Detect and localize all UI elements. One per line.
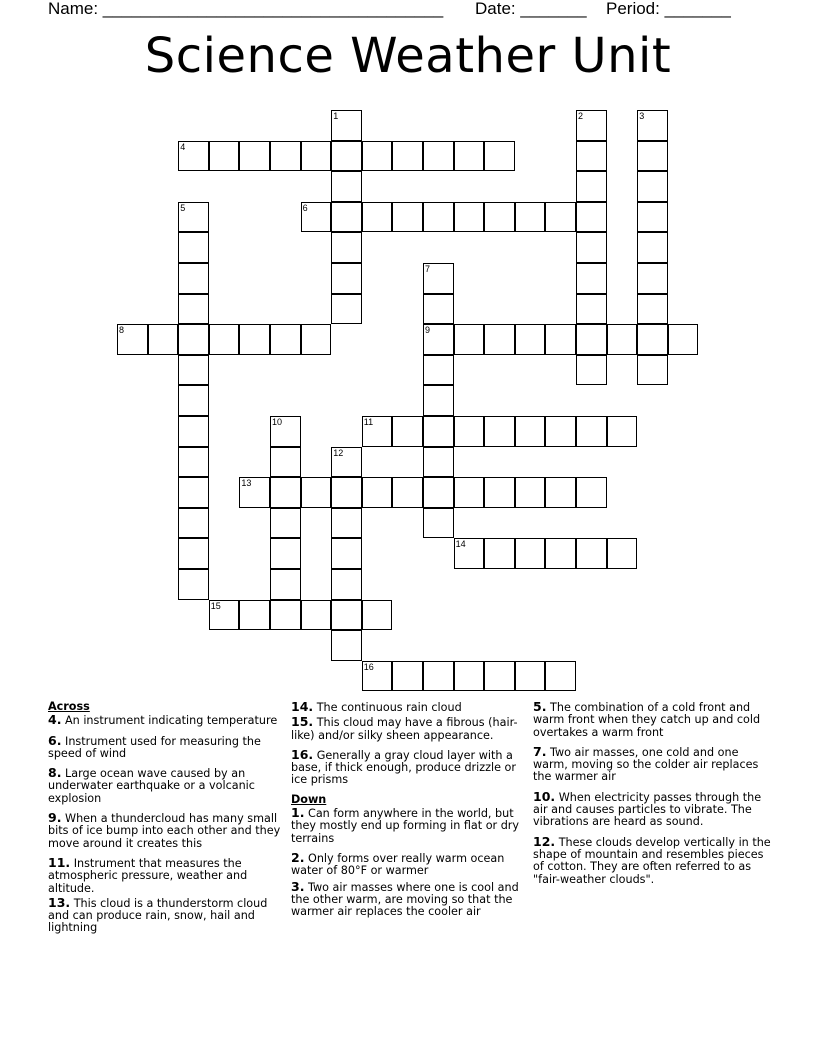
clue-number: 15 bbox=[210, 600, 221, 611]
grid-cell[interactable] bbox=[545, 416, 576, 447]
grid-cell[interactable] bbox=[545, 661, 576, 692]
grid-cell[interactable] bbox=[484, 141, 515, 172]
grid-cell[interactable] bbox=[423, 141, 454, 172]
clue-down-12: 12. These clouds develop vertically in the shape of mountain and resembles pieces of cotton. They are often referred to as "fair-weather clouds". bbox=[533, 833, 771, 886]
grid-cell[interactable] bbox=[637, 355, 668, 386]
grid-cell[interactable] bbox=[178, 508, 209, 539]
grid-cell[interactable] bbox=[331, 569, 362, 600]
grid-cell[interactable] bbox=[576, 416, 607, 447]
grid-cell[interactable] bbox=[423, 661, 454, 692]
clue-across-16: 16. Generally a gray cloud layer with a base, if thick enough, produce drizzle or ice prisms bbox=[291, 746, 516, 787]
grid-cell[interactable] bbox=[484, 661, 515, 692]
clue-across-4: 4. An instrument indicating temperature bbox=[48, 712, 278, 728]
grid-cell[interactable] bbox=[362, 477, 393, 508]
grid-cell[interactable] bbox=[576, 324, 607, 355]
grid-cell[interactable] bbox=[148, 324, 179, 355]
grid-cell[interactable] bbox=[362, 600, 393, 631]
clues-column-1 bbox=[48, 701, 286, 942]
grid-cell[interactable] bbox=[545, 202, 576, 233]
grid-cell[interactable] bbox=[576, 232, 607, 263]
grid-cell[interactable] bbox=[331, 141, 362, 172]
clue-number: 11 bbox=[363, 417, 374, 427]
grid-cell[interactable] bbox=[178, 447, 209, 478]
grid-cell[interactable] bbox=[301, 141, 332, 172]
clue-number: 4 bbox=[180, 141, 186, 152]
grid-cell[interactable] bbox=[515, 661, 546, 692]
clue-across-11: 11. Instrument that measures the atmospheric pressure, weather and altitude. bbox=[48, 854, 248, 895]
clue-number: 5 bbox=[180, 202, 186, 213]
grid-cell[interactable] bbox=[637, 324, 668, 355]
grid-cell[interactable] bbox=[178, 263, 209, 294]
grid-cell[interactable] bbox=[423, 355, 454, 386]
grid-cell[interactable] bbox=[239, 141, 270, 172]
grid-cell[interactable] bbox=[423, 477, 454, 508]
grid-cell[interactable] bbox=[178, 385, 209, 416]
page-title: Science Weather Unit bbox=[144, 28, 672, 84]
grid-cell[interactable] bbox=[576, 202, 607, 233]
grid-cell[interactable] bbox=[576, 538, 607, 569]
clue-number: 10 bbox=[272, 417, 283, 427]
grid-cell[interactable] bbox=[423, 202, 454, 233]
clue-number: 6 bbox=[302, 202, 308, 213]
grid-cell[interactable] bbox=[331, 508, 362, 539]
grid-cell[interactable] bbox=[392, 141, 423, 172]
grid-cell[interactable] bbox=[637, 263, 668, 294]
grid-cell[interactable] bbox=[637, 232, 668, 263]
grid-cell[interactable] bbox=[454, 416, 485, 447]
grid-cell[interactable] bbox=[607, 416, 638, 447]
clue-down-10: 10. When electricity passes through the air and causes particles to vibrate. The vibrations are heard as sound. bbox=[533, 788, 762, 829]
grid-cell[interactable] bbox=[515, 477, 546, 508]
grid-cell[interactable] bbox=[454, 324, 485, 355]
grid-cell[interactable] bbox=[270, 538, 301, 569]
date-field[interactable]: Date: _______ bbox=[475, 0, 587, 18]
clue-number: 3 bbox=[639, 111, 645, 121]
grid-cell[interactable] bbox=[392, 202, 423, 233]
grid-cell[interactable] bbox=[545, 477, 576, 508]
clue-across-6: 6. Instrument used for measuring the speed of wind bbox=[48, 732, 261, 760]
grid-cell[interactable] bbox=[392, 661, 423, 692]
grid-cell[interactable] bbox=[301, 477, 332, 508]
clue-down-1: 1. Can form anywhere in the world, but they mostly end up forming in flat or dry terrains bbox=[291, 805, 520, 845]
grid-cell[interactable] bbox=[423, 508, 454, 539]
grid-cell[interactable] bbox=[637, 171, 668, 202]
grid-cell[interactable] bbox=[423, 447, 454, 478]
grid-cell[interactable] bbox=[484, 202, 515, 233]
clue-down-5: 5. The combination of a cold front and warm front when they catch up and cold overtakes a warm front bbox=[533, 699, 761, 739]
grid-cell[interactable] bbox=[515, 416, 546, 447]
period-field[interactable]: Period: _______ bbox=[606, 0, 731, 18]
grid-cell[interactable] bbox=[331, 263, 362, 294]
clue-number: 13 bbox=[241, 478, 252, 489]
grid-cell[interactable] bbox=[270, 477, 301, 508]
grid-cell[interactable] bbox=[270, 324, 301, 355]
grid-cell[interactable] bbox=[576, 477, 607, 508]
grid-cell[interactable] bbox=[178, 294, 209, 325]
grid-cell[interactable] bbox=[362, 202, 393, 233]
grid-cell[interactable] bbox=[423, 416, 454, 447]
grid-cell[interactable] bbox=[392, 477, 423, 508]
grid-cell[interactable] bbox=[607, 538, 638, 569]
grid-cell[interactable] bbox=[392, 416, 423, 447]
grid-cell[interactable] bbox=[178, 324, 209, 355]
grid-cell[interactable] bbox=[331, 630, 362, 661]
grid-cell[interactable] bbox=[301, 324, 332, 355]
clue-down-3: 3. Two air masses where one is cool and the other warm, are moving so that the warmer air replaces the cooler air bbox=[291, 878, 519, 919]
grid-cell[interactable] bbox=[178, 232, 209, 263]
grid-cell[interactable] bbox=[239, 324, 270, 355]
grid-cell[interactable] bbox=[239, 600, 270, 631]
clue-number: 1 bbox=[333, 111, 339, 121]
grid-cell[interactable] bbox=[270, 141, 301, 172]
clue-number: 14 bbox=[455, 539, 466, 550]
grid-cell[interactable] bbox=[178, 355, 209, 386]
clue-across-14: 14. The continuous rain cloud bbox=[291, 699, 462, 714]
grid-cell[interactable] bbox=[484, 324, 515, 355]
grid-cell[interactable] bbox=[484, 538, 515, 569]
grid-cell[interactable] bbox=[637, 202, 668, 233]
name-field[interactable]: Name: ____________________________________ bbox=[48, 0, 444, 18]
grid-cell[interactable] bbox=[209, 324, 240, 355]
grid-cell[interactable] bbox=[637, 294, 668, 325]
grid-cell[interactable] bbox=[178, 477, 209, 508]
clue-across-13: 13. This cloud is a thunderstorm cloud and can produce rain, snow, hail and lightning bbox=[48, 894, 268, 935]
grid-cell[interactable] bbox=[576, 141, 607, 172]
grid-cell[interactable] bbox=[515, 202, 546, 233]
grid-cell[interactable] bbox=[331, 202, 362, 233]
clue-number: 9 bbox=[425, 325, 431, 336]
grid-cell[interactable] bbox=[668, 324, 699, 355]
grid-cell[interactable] bbox=[270, 447, 301, 478]
grid-cell[interactable] bbox=[607, 324, 638, 355]
grid-cell[interactable] bbox=[331, 171, 362, 202]
grid-cell[interactable] bbox=[209, 141, 240, 172]
grid-cell[interactable] bbox=[545, 538, 576, 569]
across-heading: Across bbox=[48, 700, 90, 713]
grid-cell[interactable] bbox=[331, 538, 362, 569]
grid-cell[interactable] bbox=[423, 294, 454, 325]
grid-cell[interactable] bbox=[362, 141, 393, 172]
clues-column-3 bbox=[533, 701, 771, 893]
grid-cell[interactable] bbox=[454, 141, 485, 172]
down-heading: Down bbox=[291, 792, 327, 806]
clues-column-2 bbox=[291, 701, 529, 925]
clue-number: 12 bbox=[333, 447, 344, 458]
grid-cell[interactable] bbox=[331, 232, 362, 263]
clue-across-9: 9. When a thundercloud has many small bits of ice bump into each other and they move around it creates this bbox=[48, 810, 281, 850]
clue-number: 8 bbox=[119, 325, 125, 336]
clue-across-8: 8. Large ocean wave caused by an underwater earthquake or a volcanic explosion bbox=[48, 765, 255, 805]
grid-cell[interactable] bbox=[576, 355, 607, 386]
grid-cell[interactable] bbox=[454, 477, 485, 508]
grid-cell[interactable] bbox=[454, 661, 485, 692]
clue-across-15: 15. This cloud may have a fibrous (hair-like) and/or silky sheen appearance. bbox=[291, 714, 518, 742]
grid-cell[interactable] bbox=[484, 477, 515, 508]
grid-cell[interactable] bbox=[270, 508, 301, 539]
grid-cell[interactable] bbox=[178, 538, 209, 569]
clue-number: 16 bbox=[363, 661, 374, 672]
grid-cell[interactable] bbox=[515, 324, 546, 355]
grid-cell[interactable] bbox=[270, 600, 301, 631]
clue-down-2: 2. Only forms over really warm ocean water of 80°F or warmer bbox=[291, 849, 505, 878]
grid-cell[interactable] bbox=[576, 171, 607, 202]
grid-cell[interactable] bbox=[178, 569, 209, 600]
grid-cell[interactable] bbox=[545, 324, 576, 355]
grid-cell[interactable] bbox=[484, 416, 515, 447]
grid-cell[interactable] bbox=[331, 294, 362, 325]
clue-number: 2 bbox=[578, 111, 584, 121]
grid-cell[interactable] bbox=[331, 600, 362, 631]
grid-cell[interactable] bbox=[454, 202, 485, 233]
grid-cell[interactable] bbox=[576, 294, 607, 325]
grid-cell[interactable] bbox=[178, 416, 209, 447]
grid-cell[interactable] bbox=[515, 538, 546, 569]
grid-cell[interactable] bbox=[331, 477, 362, 508]
grid-cell[interactable] bbox=[301, 600, 332, 631]
grid-cell[interactable] bbox=[576, 263, 607, 294]
grid-cell[interactable] bbox=[637, 141, 668, 172]
clue-down-7: 7. Two air masses, one cold and one warm, moving so the colder air replaces the warmer air bbox=[533, 743, 759, 784]
grid-cell[interactable] bbox=[270, 569, 301, 600]
clue-number: 7 bbox=[425, 264, 431, 274]
grid-cell[interactable] bbox=[423, 385, 454, 416]
